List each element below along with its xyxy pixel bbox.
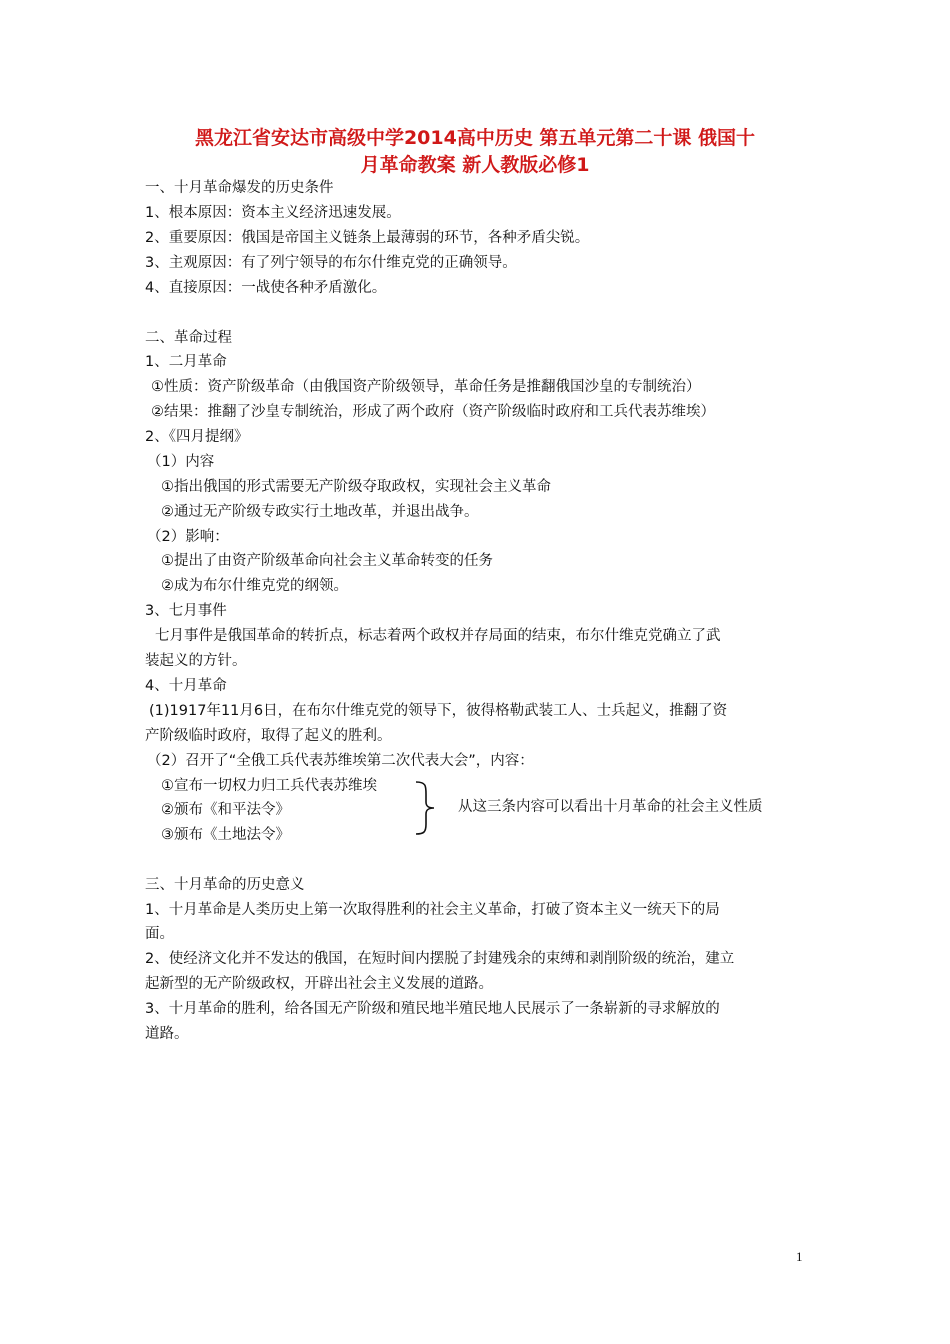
document-title-line1: 黑龙江省安达市高级中学2014高中历史 第五单元第二十课 俄国十 <box>194 127 756 149</box>
subsection-label: （2）影响： <box>147 529 229 545</box>
list-item: ①宣布一切权力归工兵代表苏维埃 <box>161 778 377 794</box>
subsection-label: （1）内容 <box>147 454 215 470</box>
brace-annotation: 从这三条内容可以看出十月革命的社会主义性质 <box>458 799 763 815</box>
paragraph-line: 起新型的无产阶级政权，开辟出社会主义发展的道路。 <box>145 976 493 992</box>
paragraph-line: （2）召开了“全俄工兵代表苏维埃第二次代表大会”，内容： <box>147 753 534 769</box>
paragraph-line: 道路。 <box>145 1026 189 1042</box>
list-item: ③颁布《土地法令》 <box>161 827 290 843</box>
list-item: ②结果：推翻了沙皇专制统治，形成了两个政府（资产阶级临时政府和工兵代表苏维埃） <box>151 404 715 420</box>
paragraph-line: 3、十月革命的胜利，给各国无产阶级和殖民地半殖民地人民展示了一条崭新的寻求解放的 <box>145 1001 720 1017</box>
paragraph-line: 1、十月革命是人类历史上第一次取得胜利的社会主义革命，打破了资本主义一统天下的局 <box>145 902 720 918</box>
subsection-heading: 1、二月革命 <box>145 354 227 370</box>
subsection-heading: 4、十月革命 <box>145 678 227 694</box>
page-number: 1 <box>796 1249 803 1264</box>
paragraph-line: 装起义的方针。 <box>145 653 247 669</box>
list-item: ②成为布尔什维克党的纲领。 <box>161 578 348 594</box>
section-heading: 二、革命过程 <box>145 330 232 346</box>
list-item: ①性质：资产阶级革命（由俄国资产阶级领导，革命任务是推翻俄国沙皇的专制统治） <box>151 379 701 395</box>
paragraph-line: 2、使经济文化并不发达的俄国，在短时间内摆脱了封建残余的束缚和剥削阶级的统治，建立 <box>145 951 735 967</box>
document-title-line2: 月革命教案 新人教版必修1 <box>360 154 590 176</box>
list-item: ②颁布《和平法令》 <box>161 802 290 818</box>
list-item: ①指出俄国的形式需要无产阶级夺取政权，实现社会主义革命 <box>161 479 551 495</box>
curly-brace-icon <box>412 780 442 836</box>
paragraph-line: 面。 <box>145 926 174 942</box>
list-item: 4、直接原因：一战使各种矛盾激化。 <box>145 280 387 296</box>
subsection-heading: 3、七月事件 <box>145 603 227 619</box>
list-item: 2、重要原因：俄国是帝国主义链条上最薄弱的环节，各种矛盾尖锐。 <box>145 230 590 246</box>
paragraph-line: (1)1917年11月6日，在布尔什维克党的领导下，彼得格勒武装工人、士兵起义，推翻了资 <box>149 703 728 719</box>
subsection-heading: 2、《四月提纲》 <box>145 429 249 445</box>
paragraph-line: 产阶级临时政府，取得了起义的胜利。 <box>145 728 392 744</box>
list-item: ①提出了由资产阶级革命向社会主义革命转变的任务 <box>161 553 493 569</box>
section-heading: 一、十月革命爆发的历史条件 <box>145 180 334 196</box>
list-item: 1、根本原因：资本主义经济迅速发展。 <box>145 205 401 221</box>
paragraph-line: 七月事件是俄国革命的转折点，标志着两个政权并存局面的结束，布尔什维克党确立了武 <box>155 628 721 644</box>
list-item: ②通过无产阶级专政实行土地改革，并退出战争。 <box>161 504 479 520</box>
section-heading: 三、十月革命的历史意义 <box>145 877 305 893</box>
list-item: 3、主观原因：有了列宁领导的布尔什维克党的正确领导。 <box>145 255 517 271</box>
